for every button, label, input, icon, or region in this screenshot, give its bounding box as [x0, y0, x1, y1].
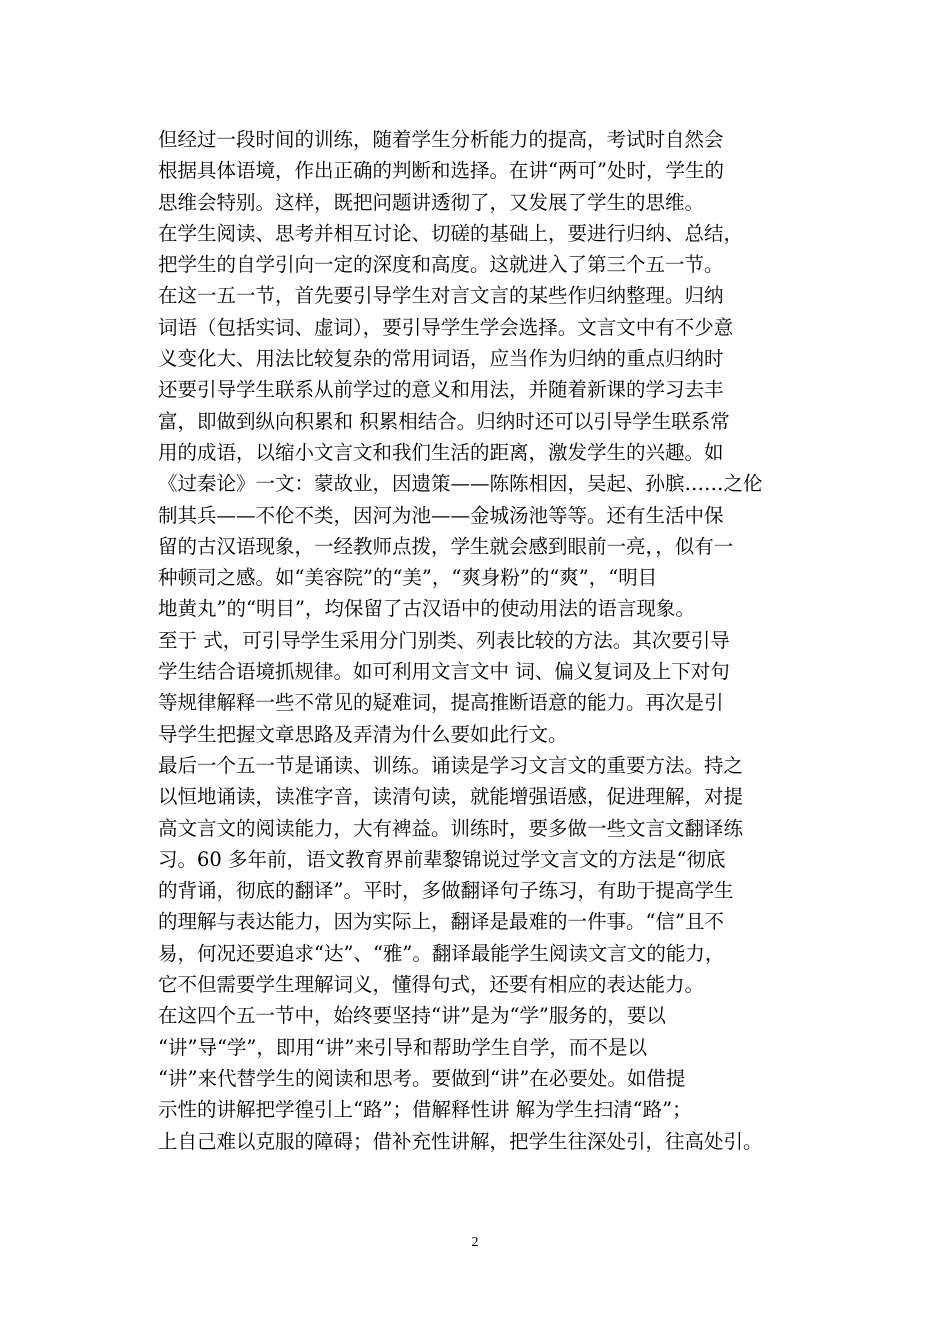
text-line: 导学生把握文章思路及弄清为什么要如此行文。 [158, 722, 568, 746]
text-line: 根据具体语境，作出正确的判断和选择。在讲“两可”处时，学生的 [158, 159, 724, 183]
text-line: 《过秦论》一文：蒙故业，因遗策——陈陈相因，吴起、孙膑……之伦 [158, 472, 763, 496]
text-line: 高文言文的阅读能力，大有裨益。训练时，要多做一些文言文翻译练 [158, 816, 744, 840]
text-line: 制其兵——不伦不类，因河为池——金城汤池等等。还有生活中保 [158, 503, 724, 527]
text-line: 至于 式，可引导学生采用分门别类、列表比较的方法。其次要引导 [158, 628, 730, 652]
text-line: 词语（包括实词、虚词），要引导学生学会选择。文言文中有不少意 [158, 315, 734, 339]
body-text [158, 124, 808, 1157]
text-line: 等规律解释一些不常见的疑难词，提高推断语意的能力。再次是引 [158, 691, 724, 715]
text-line: 的理解与表达能力，因为实际上，翻译是最难的一件事。“信”且不 [158, 910, 724, 934]
text-line: 义变化大、用法比较复杂的常用词语，应当作为归纳的重点归纳时 [158, 347, 724, 371]
text-line: 示性的讲解把学徨引上“路”；借解释性讲 解为学生扫清“路”； [158, 1098, 692, 1122]
text-line: 富，即做到纵向积累和 积累相结合。归纳时还可以引导学生联系常 [158, 409, 730, 433]
text-line: 它不但需要学生理解词义，懂得句式，还要有相应的表达能力。 [158, 973, 705, 997]
text-line: 地黄丸”的“明目”，均保留了古汉语中的使动用法的语言现象。 [158, 597, 695, 621]
text-line: 易，何况还要追求“达”、“雅”。翻译最能学生阅读文言文的能力， [158, 941, 725, 965]
text-line: 在学生阅读、思考并相互讨论、切磋的基础上，要进行归纳、总结， [158, 221, 744, 245]
text-line: “讲”导“学”，即用“讲”来引导和帮助学生自学，而不是以 [158, 1035, 647, 1059]
text-line: 还要引导学生联系从前学过的意义和用法，并随着新课的学习去丰 [158, 378, 724, 402]
text-line: 在这一五一节，首先要引导学生对言文言的某些作归纳整理。归纳 [158, 284, 724, 308]
text-line: “讲”来代替学生的阅读和思考。要做到“讲”在必要处。如借提 [158, 1066, 686, 1090]
text-line: 以恒地诵读，读准字音，读清句读，就能增强语感，促进理解，对提 [158, 785, 744, 809]
page-number: 2 [471, 1235, 479, 1250]
text-line: 上自己难以克服的障碍；借补充性讲解，把学生往深处引，往高处引。 [158, 1129, 763, 1153]
text-line: 习。60 多年前，语文教育界前辈黎锦说过学文言文的方法是“彻底 [158, 847, 726, 871]
text-line: 用的成语，以缩小文言文和我们生活的距离，激发学生的兴趣。如 [158, 440, 724, 464]
text-line: 但经过一段时间的训练，随着学生分析能力的提高，考试时自然会 [158, 128, 724, 151]
text-line: 最后一个五一节是诵读、训练。诵读是学习文言文的重要方法。持之 [158, 753, 744, 777]
text-line: 思维会特别。这样，既把问题讲透彻了，又发展了学生的思维。 [158, 190, 705, 214]
text-line: 把学生的自学引向一定的深度和高度。这就进入了第三个五一节。 [158, 253, 724, 277]
text-line: 的背诵，彻底的翻译”。平时，多做翻译句子练习，有助于提高学生 [158, 879, 734, 903]
text-line: 留的古汉语现象，一经教师点拨，学生就会感到眼前一亮，，似有一 [158, 534, 734, 558]
text-line: 学生结合语境抓规律。如可利用文言文中 词、偏义复词及上下对句 [158, 660, 730, 684]
text-line: 种顿司之感。如“美容院”的“美”，“爽身粉”的“爽”，“明目 [158, 566, 658, 590]
text-line: 在这四个五一节中，始终要坚持“讲”是为“学”服务的，要以 [158, 1004, 666, 1028]
